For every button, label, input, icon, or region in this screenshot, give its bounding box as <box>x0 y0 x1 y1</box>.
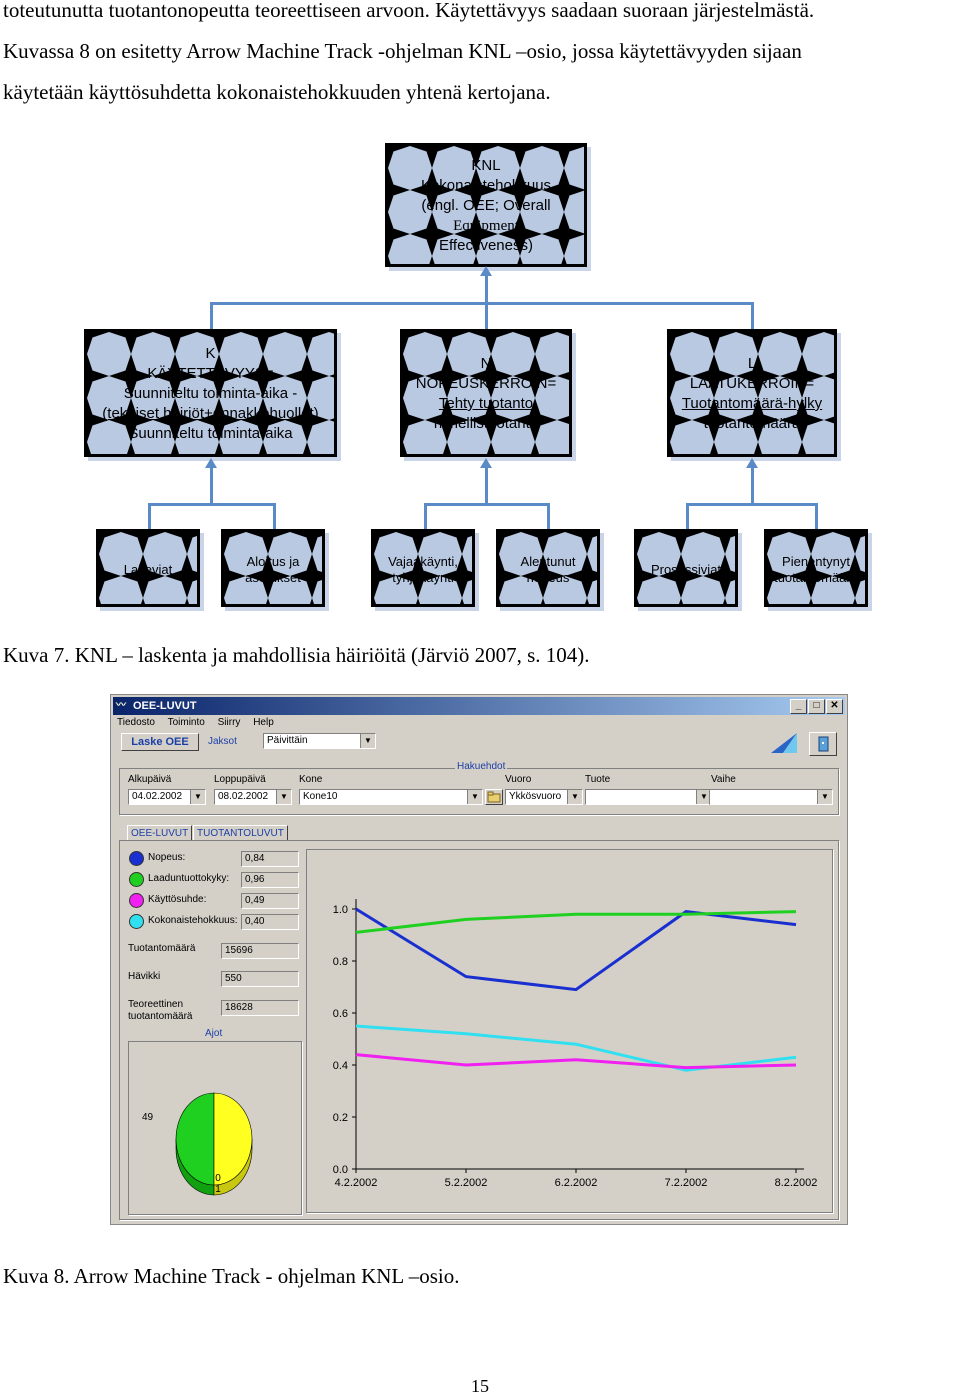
loss-text <box>767 532 865 586</box>
y-tick-label: 0.4 <box>332 1060 348 1072</box>
page-number: 15 <box>471 1376 489 1396</box>
availability-box <box>84 329 337 457</box>
y-tick-label: 0.2 <box>332 1112 348 1124</box>
metric-label: Käyttösuhde: <box>148 894 207 905</box>
menu-item[interactable]: Help <box>253 717 274 728</box>
metric-dot <box>129 872 144 887</box>
connector-line <box>751 466 754 504</box>
chevron-down-icon[interactable]: ▼ <box>360 734 375 748</box>
star-shape <box>165 598 200 607</box>
loss-box-idling <box>371 529 475 607</box>
star-shape <box>440 598 475 607</box>
loss-line: Laiteviat <box>123 562 173 577</box>
knl-top-line: (engl. OEE; Overall <box>421 197 551 214</box>
period-value: Päivittäin <box>267 735 308 746</box>
close-button[interactable]: ✕ <box>826 699 843 714</box>
star-shape <box>513 442 557 457</box>
loss-box-setup <box>221 529 325 607</box>
formula-line: NOPEUSKERROIN= <box>415 375 557 392</box>
theoretical-value: 18628 <box>225 1002 253 1013</box>
app-icon: 〰 <box>116 700 126 711</box>
quality-factor-text <box>670 332 834 434</box>
star-shape <box>403 442 425 457</box>
shift-label: Vuoro <box>505 774 532 785</box>
folder-icon <box>486 790 502 804</box>
loss-box-reduced-yield <box>764 529 868 607</box>
star-shape <box>224 598 246 607</box>
connector-line <box>485 466 488 504</box>
paragraph-line-3: käytetään käyttösuhdetta kokonaistehokkuuden yhtenä kertojana. <box>3 80 551 104</box>
logo-icon <box>769 731 799 755</box>
metric-value-field <box>241 893 299 909</box>
formula-line: (tekniset häiriöt+ennakkohuollot) <box>102 405 319 422</box>
star-shape <box>542 256 586 267</box>
end-date-label: Loppupäivä <box>214 774 266 785</box>
chevron-down-icon[interactable]: ▼ <box>467 790 482 804</box>
connector-line <box>210 466 213 504</box>
y-tick-label: 0.8 <box>332 956 348 968</box>
start-date-label: Alkupäivä <box>128 774 172 785</box>
tab-label: OEE-LUVUT <box>131 828 189 839</box>
star-shape <box>703 598 738 607</box>
search-criteria-title: Hakuehdot <box>457 761 506 772</box>
tab-label: TUOTANTOLUVUT <box>197 828 284 839</box>
star-shape <box>197 442 241 457</box>
loss-line: Alentunut <box>520 554 576 569</box>
formula-line: Tuotantomäärä-hylky <box>681 395 823 412</box>
star-shape <box>329 442 337 457</box>
metric-label: Laaduntuottokyky: <box>148 873 230 884</box>
connector-line <box>424 503 427 529</box>
star-shape <box>498 256 542 267</box>
formula-line: tuotantomäärä <box>703 415 801 432</box>
metric-dot <box>129 893 144 908</box>
availability-text <box>87 332 334 444</box>
star-shape <box>469 442 513 457</box>
star-shape <box>767 598 789 607</box>
metric-value: 0,96 <box>245 874 265 885</box>
chevron-down-icon[interactable]: ▼ <box>696 790 711 804</box>
x-tick-label: 8.2.2002 <box>774 1177 818 1189</box>
connector-line <box>686 503 818 506</box>
production-label: Tuotantomäärä <box>128 943 196 954</box>
loss-text <box>224 532 322 586</box>
shift-value: Ykkösvuoro <box>509 791 562 802</box>
series-line <box>356 1026 796 1070</box>
star-shape <box>824 442 837 457</box>
calculate-oee-label: Laske OEE <box>131 736 189 748</box>
star-shape <box>557 442 572 457</box>
star-shape <box>670 442 692 457</box>
star-shape <box>290 598 325 607</box>
x-tick-label: 6.2.2002 <box>554 1177 598 1189</box>
oee-window <box>110 694 848 1225</box>
tab-oee-values[interactable] <box>127 825 192 841</box>
star-shape <box>833 598 868 607</box>
loss-line: nopeus <box>526 570 570 585</box>
window-title: OEE-LUVUT <box>133 700 197 712</box>
periods-label: Jaksot <box>208 736 237 747</box>
formula-line: Suunniteltu toiminta-aika <box>128 425 293 442</box>
metric-value-field <box>241 851 299 867</box>
phase-label: Vaihe <box>711 774 736 785</box>
star-shape <box>586 168 587 212</box>
knl-top-box <box>385 143 587 267</box>
metric-value-field <box>241 872 299 888</box>
loss-line: Pienentynyt <box>782 554 850 569</box>
chevron-down-icon[interactable]: ▼ <box>276 790 291 804</box>
star-shape <box>780 442 824 457</box>
runs-label: Ajot <box>205 1028 223 1039</box>
pie-label: 49 <box>142 1112 154 1123</box>
star-shape <box>736 442 780 457</box>
loss-box-equipment-failure <box>96 529 200 607</box>
minimize-button[interactable]: _ <box>790 699 807 714</box>
connector-line <box>210 302 213 329</box>
formula-line: Tehty tuotanto <box>438 395 534 412</box>
period-select[interactable] <box>263 733 376 749</box>
connector-line <box>148 503 276 506</box>
metric-dot <box>129 914 144 929</box>
metric-value: 0,84 <box>245 853 265 864</box>
knl-top-line: Effectiveness) <box>439 237 533 254</box>
connector-line <box>751 302 754 329</box>
pie-label: 1 <box>215 1184 221 1195</box>
x-tick-label: 4.2.2002 <box>334 1177 378 1189</box>
knl-top-line: Equipment <box>453 218 519 234</box>
speed-factor-box <box>400 329 572 457</box>
paragraph-line-2: Kuvassa 8 on esitetty Arrow Machine Track -ohjelman KNL –osio, jossa käytettävyyden sijaan <box>3 39 802 63</box>
connector-line <box>210 302 753 305</box>
loss-box-process-defects <box>634 529 738 607</box>
star-shape <box>87 442 109 457</box>
machine-value: Kone10 <box>303 791 338 802</box>
star-shape <box>789 598 833 607</box>
star-shape <box>586 146 587 168</box>
connector-line <box>424 503 550 506</box>
star-shape <box>246 598 290 607</box>
end-date-field[interactable] <box>214 789 292 805</box>
formula-line: L <box>747 355 757 372</box>
metric-value-field <box>241 914 299 930</box>
paragraph-line-1: toteutunutta tuotantonopeutta teoreettiseen arvoon. Käytettävyys saadaan suoraan järjestelmästä. <box>3 0 815 22</box>
star-shape <box>637 598 659 607</box>
formula-line: N <box>480 355 492 372</box>
star-shape <box>241 442 285 457</box>
product-select[interactable] <box>585 789 712 805</box>
series-line <box>356 912 796 933</box>
exit-button[interactable] <box>809 732 837 756</box>
star-shape <box>388 256 410 267</box>
arrow-up-icon <box>480 266 492 276</box>
quality-factor-box <box>667 329 837 457</box>
metric-label: Kokonaistehokkuus: <box>148 915 238 926</box>
end-date-value: 08.02.2002 <box>218 791 269 802</box>
connector-line <box>273 503 276 529</box>
knl-top-text <box>388 146 584 256</box>
star-shape <box>586 256 587 267</box>
y-tick-label: 0.6 <box>332 1008 348 1020</box>
waste-label: Hävikki <box>128 971 161 982</box>
knl-top-line: Kokonaistehokkuus <box>420 177 552 194</box>
loss-line: Prosessiviat <box>650 562 722 577</box>
folder-button[interactable] <box>485 789 503 805</box>
star-shape <box>153 442 197 457</box>
machine-label: Kone <box>299 774 323 785</box>
start-date-value: 04.02.2002 <box>132 791 183 802</box>
y-tick-label: 0.0 <box>332 1164 348 1176</box>
series-line <box>356 1055 796 1068</box>
y-tick-label: 1.0 <box>332 904 348 916</box>
tab-production-values[interactable] <box>193 825 288 841</box>
machine-select[interactable] <box>299 789 483 805</box>
star-shape <box>692 442 736 457</box>
oee-line-chart <box>306 849 831 1211</box>
star-shape <box>109 442 153 457</box>
formula-line: Suunniteltu toiminta-aika - <box>123 385 298 402</box>
loss-line: asetukset <box>245 570 301 585</box>
loss-text <box>374 532 472 586</box>
connector-line <box>547 503 550 529</box>
product-label: Tuote <box>585 774 611 785</box>
connector-line <box>485 302 488 329</box>
loss-line: tuotantomäärä <box>774 570 858 585</box>
production-field <box>221 943 299 959</box>
star-shape <box>521 598 565 607</box>
maximize-button[interactable]: □ <box>808 699 825 714</box>
figure-8-caption: Kuva 8. Arrow Machine Track - ohjelman KNL –osio. <box>3 1264 460 1288</box>
loss-line: Vajaakäynti, <box>388 554 458 569</box>
door-icon <box>810 733 836 755</box>
menu-item[interactable]: Siirry <box>217 717 241 728</box>
menu-bar <box>117 717 284 728</box>
shift-select[interactable] <box>505 789 583 805</box>
connector-line <box>148 503 151 529</box>
star-shape <box>425 442 469 457</box>
loss-text <box>99 532 197 578</box>
star-shape <box>565 598 600 607</box>
star-shape <box>659 598 703 607</box>
star-shape <box>285 442 329 457</box>
theoretical-label: Teoreettinen tuotantomäärä <box>128 999 193 1022</box>
waste-value: 550 <box>225 973 242 984</box>
series-line <box>356 909 796 990</box>
star-shape <box>499 598 521 607</box>
chevron-down-icon[interactable]: ▼ <box>190 790 205 804</box>
chevron-down-icon[interactable]: ▼ <box>567 790 582 804</box>
formula-line: K <box>205 345 216 362</box>
metric-value: 0,40 <box>245 916 265 927</box>
waste-field <box>221 971 299 987</box>
loss-line: Aloitus ja <box>246 554 300 569</box>
loss-text <box>637 532 735 578</box>
metric-label: Nopeus: <box>148 852 186 863</box>
loss-line: tyhjäkäynti <box>392 570 454 585</box>
connector-line <box>485 274 488 304</box>
connector-line <box>686 503 689 529</box>
speed-factor-text <box>403 332 569 434</box>
formula-line: KÄYTETTÄVYYS= <box>147 365 274 382</box>
formula-line: LAATUKERROIN= <box>689 375 815 392</box>
formula-line: nimellistuotanto <box>433 415 539 432</box>
window-titlebar <box>113 697 845 715</box>
knl-top-line: KNL <box>471 157 501 174</box>
loss-text <box>499 532 597 586</box>
metric-value: 0,49 <box>245 895 265 906</box>
chevron-down-icon[interactable]: ▼ <box>817 790 832 804</box>
phase-select[interactable] <box>709 789 833 805</box>
star-shape <box>121 598 165 607</box>
runs-pie-chart <box>128 1041 300 1213</box>
star-shape <box>586 212 587 256</box>
figure-7-caption: Kuva 7. KNL – laskenta ja mahdollisia häiriöitä (Järviö 2007, s. 104). <box>3 643 590 667</box>
production-value: 15696 <box>225 945 253 956</box>
connector-line <box>815 503 818 529</box>
menu-item[interactable]: Toiminto <box>167 717 205 728</box>
start-date-field[interactable] <box>128 789 206 805</box>
calculate-oee-button[interactable] <box>121 733 199 751</box>
star-shape <box>99 598 121 607</box>
metric-dot <box>129 851 144 866</box>
x-tick-label: 7.2.2002 <box>664 1177 708 1189</box>
star-shape <box>374 598 396 607</box>
pie-label: 0 <box>215 1173 221 1184</box>
theoretical-field <box>221 1000 299 1016</box>
menu-item[interactable]: Tiedosto <box>117 717 155 728</box>
x-tick-label: 5.2.2002 <box>444 1177 488 1189</box>
star-shape <box>396 598 440 607</box>
star-shape <box>410 256 454 267</box>
loss-box-reduced-speed <box>496 529 600 607</box>
